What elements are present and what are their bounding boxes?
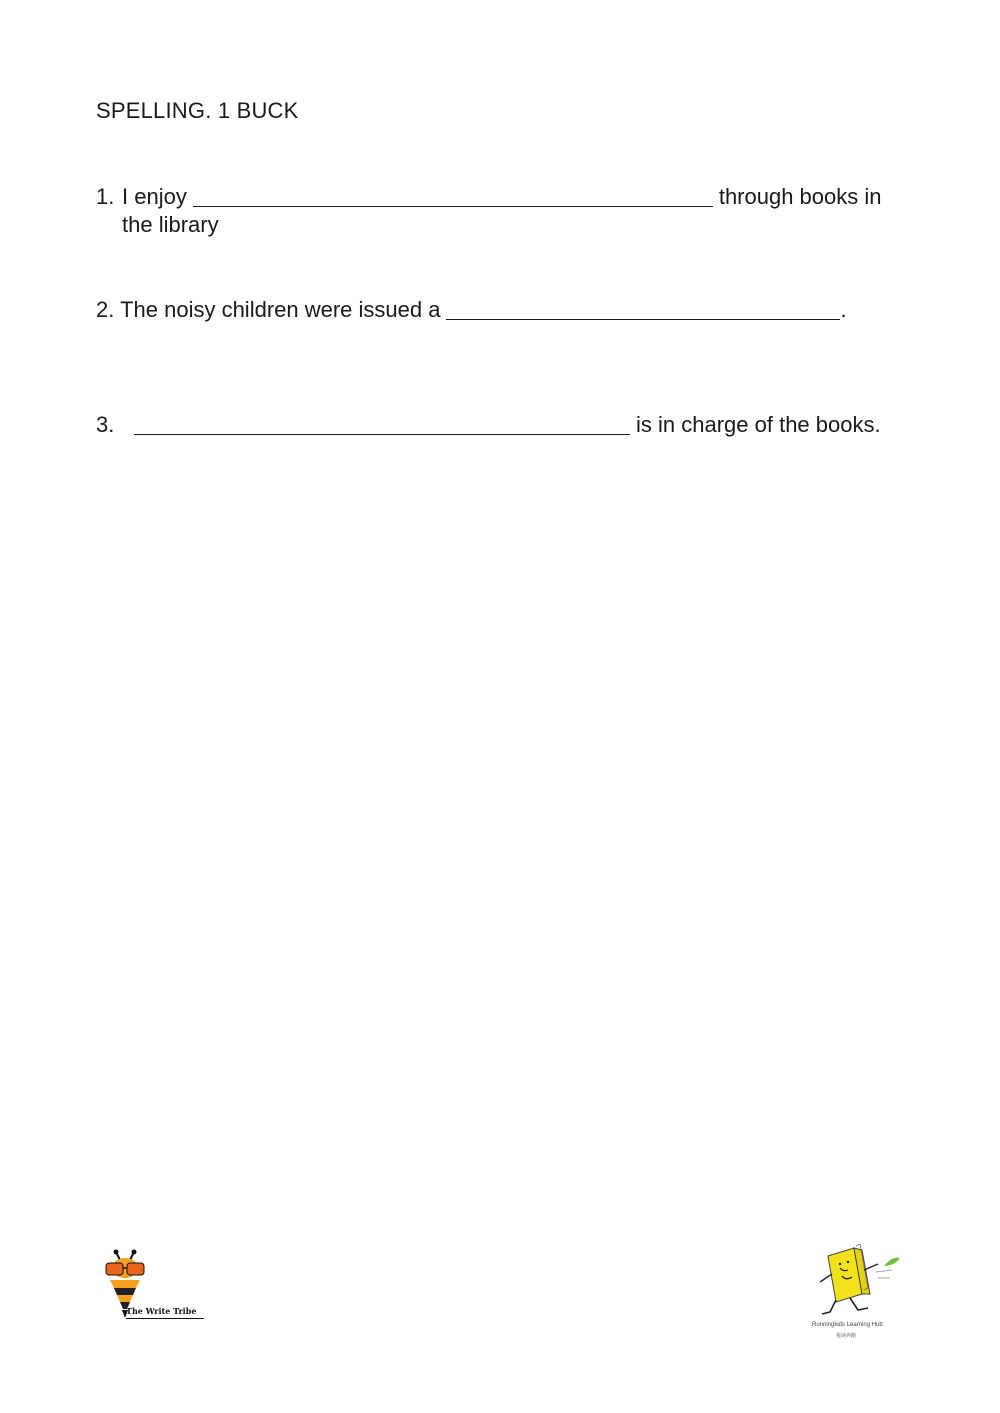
- logo-subtext: 悦读奔跑: [836, 1333, 857, 1339]
- running-book-icon: [806, 1244, 910, 1322]
- question-text-after: through books in: [718, 184, 882, 209]
- answer-blank-3[interactable]: [134, 414, 630, 435]
- question-2: [96, 296, 847, 324]
- learning-hub-logo: [806, 1244, 910, 1344]
- question-number: 2.: [96, 297, 115, 322]
- question-text-before: I enjoy: [122, 184, 187, 209]
- write-tribe-logo: [96, 1248, 206, 1328]
- bee-mascot-icon: [96, 1248, 156, 1328]
- answer-blank-2[interactable]: [446, 299, 840, 320]
- question-text-before: The noisy children were issued a: [120, 297, 441, 322]
- logo-text: The Write Tribe: [126, 1306, 197, 1316]
- question-number: 1.: [96, 184, 115, 209]
- question-3: [96, 411, 881, 439]
- question-text-continuation: the library: [122, 212, 219, 237]
- question-1: [96, 183, 926, 239]
- question-text-after: is in charge of the books.: [636, 412, 881, 437]
- page-title: SPELLING. 1 BUCK: [96, 98, 299, 123]
- answer-blank-1[interactable]: [193, 186, 713, 207]
- question-text-after: .: [840, 297, 847, 322]
- question-number: 3.: [96, 412, 115, 437]
- logo-text: Runningkids Learning Hub: [812, 1322, 883, 1328]
- logo-underline: [126, 1318, 204, 1319]
